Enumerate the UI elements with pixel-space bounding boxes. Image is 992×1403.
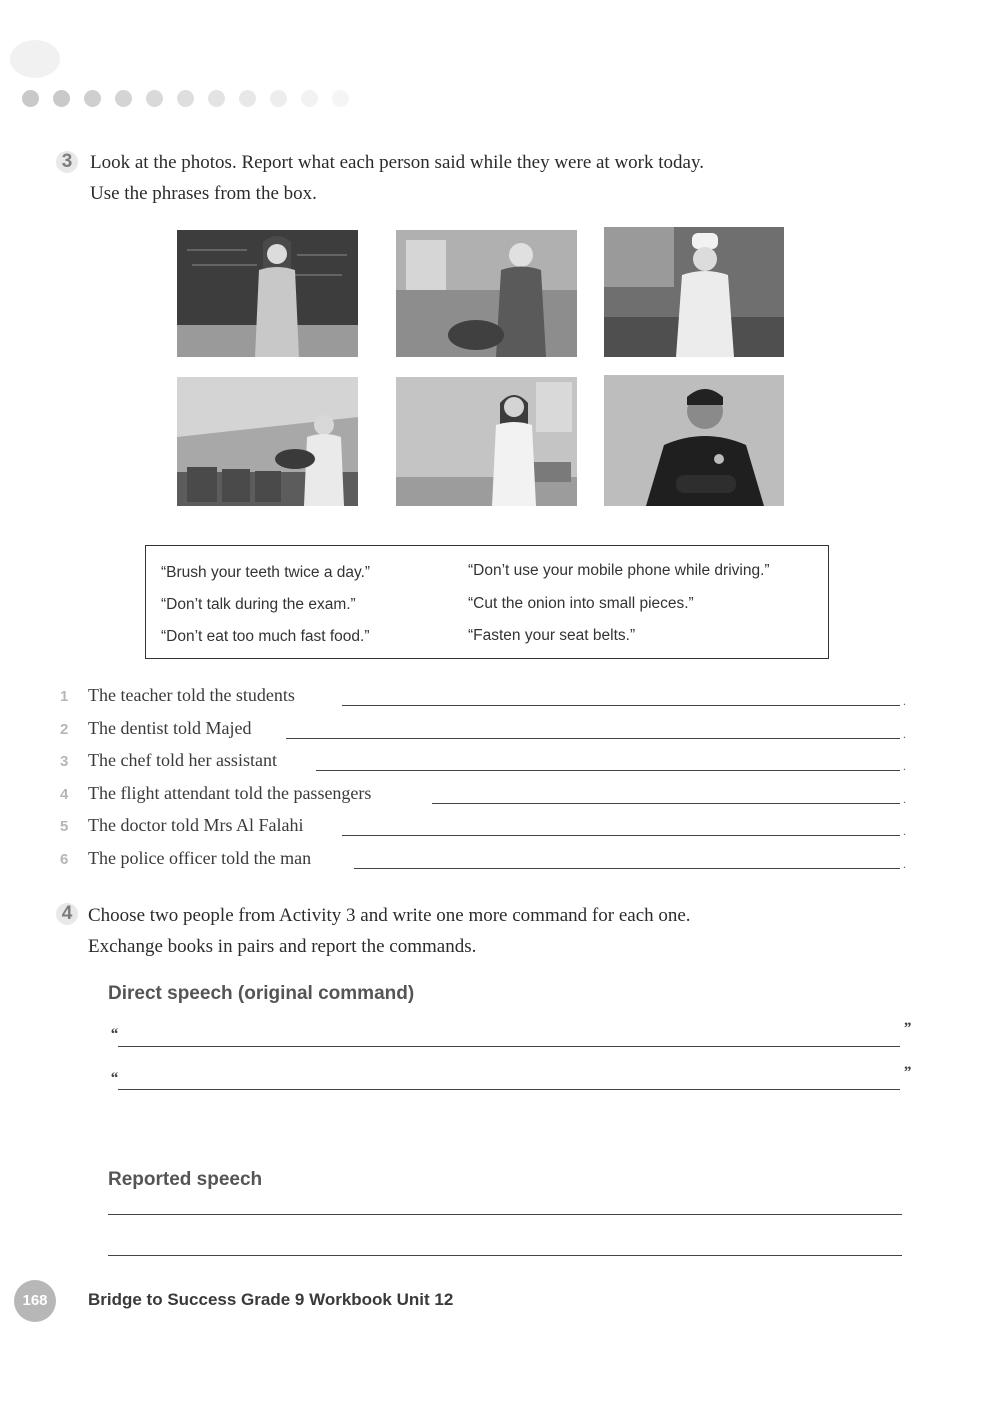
header-dot — [208, 90, 225, 107]
line-end-dot: . — [903, 792, 906, 806]
header-dot — [239, 90, 256, 107]
header-dot — [22, 90, 39, 107]
line-end-dot: . — [903, 727, 906, 741]
direct-speech-heading: Direct speech (original command) — [108, 983, 415, 1004]
phrase-item: “Cut the onion into small pieces.” — [468, 595, 694, 612]
item-prompt: The doctor told Mrs Al Falahi — [88, 815, 304, 835]
open-quote: “ — [110, 1070, 118, 1087]
reported-speech-heading: Reported speech — [108, 1169, 263, 1190]
phrase-item: “Brush your teeth twice a day.” — [161, 564, 371, 581]
item-prompt: The flight attendant told the passengers — [88, 783, 372, 803]
phrase-box — [145, 545, 829, 659]
item-number: 3 — [60, 753, 69, 770]
activity-4-instruction-line1: Choose two people from Activity 3 and write one more command for each one. — [88, 905, 691, 926]
dentist-photo — [396, 230, 577, 357]
header-dot — [177, 90, 194, 107]
reported-speech-line[interactable] — [108, 1214, 902, 1215]
police-officer-photo — [604, 375, 784, 506]
teacher-photo — [177, 230, 358, 357]
line-end-dot: . — [903, 857, 906, 871]
line-end-dot: . — [903, 824, 906, 838]
header-dot — [53, 90, 70, 107]
page-number: 168 — [14, 1280, 56, 1322]
close-quote: ” — [903, 1020, 911, 1037]
answer-line[interactable] — [342, 835, 900, 836]
header-dots — [22, 90, 349, 107]
item-number: 5 — [60, 818, 69, 835]
item-number: 1 — [60, 688, 69, 705]
activity-4-number: 4 — [56, 903, 78, 925]
line-end-dot: . — [903, 759, 906, 773]
direct-speech-line[interactable] — [118, 1089, 900, 1090]
header-dot — [115, 90, 132, 107]
header-dot — [84, 90, 101, 107]
close-quote: ” — [903, 1064, 911, 1081]
answer-line[interactable] — [432, 803, 900, 804]
header-dot — [301, 90, 318, 107]
chef-photo — [604, 227, 784, 357]
item-prompt: The chef told her assistant — [88, 750, 277, 770]
item-prompt: The police officer told the man — [88, 848, 312, 868]
item-number: 2 — [60, 721, 69, 738]
item-prompt: The teacher told the students — [88, 685, 295, 705]
reported-speech-line[interactable] — [108, 1255, 902, 1256]
corner-smudge — [10, 40, 60, 78]
doctor-photo — [396, 377, 577, 506]
answer-line[interactable] — [354, 868, 900, 869]
activity-4-instruction-line2: Exchange books in pairs and report the commands. — [88, 936, 477, 957]
header-dot — [270, 90, 287, 107]
item-number: 6 — [60, 851, 69, 868]
phrase-item: “Don’t talk during the exam.” — [161, 596, 356, 613]
flight-attendant-photo — [177, 377, 358, 506]
answer-line[interactable] — [342, 705, 900, 706]
activity-3-number: 3 — [56, 151, 78, 173]
open-quote: “ — [110, 1026, 118, 1043]
answer-line[interactable] — [286, 738, 900, 739]
phrase-item: “Fasten your seat belts.” — [468, 627, 636, 644]
activity-3-instruction-line1: Look at the photos. Report what each person said while they were at work today. — [90, 152, 704, 173]
header-dot — [146, 90, 163, 107]
phrase-item: “Don’t eat too much fast food.” — [161, 628, 370, 645]
activity-3-instruction-line2: Use the phrases from the box. — [90, 183, 317, 204]
phrase-item: “Don’t use your mobile phone while driving.” — [468, 562, 770, 579]
footer-title: Bridge to Success Grade 9 Workbook Unit 12 — [88, 1290, 454, 1309]
item-prompt: The dentist told Majed — [88, 718, 252, 738]
answer-line[interactable] — [316, 770, 900, 771]
item-number: 4 — [60, 786, 69, 803]
header-dot — [332, 90, 349, 107]
line-end-dot: . — [903, 694, 906, 708]
direct-speech-line[interactable] — [118, 1046, 900, 1047]
